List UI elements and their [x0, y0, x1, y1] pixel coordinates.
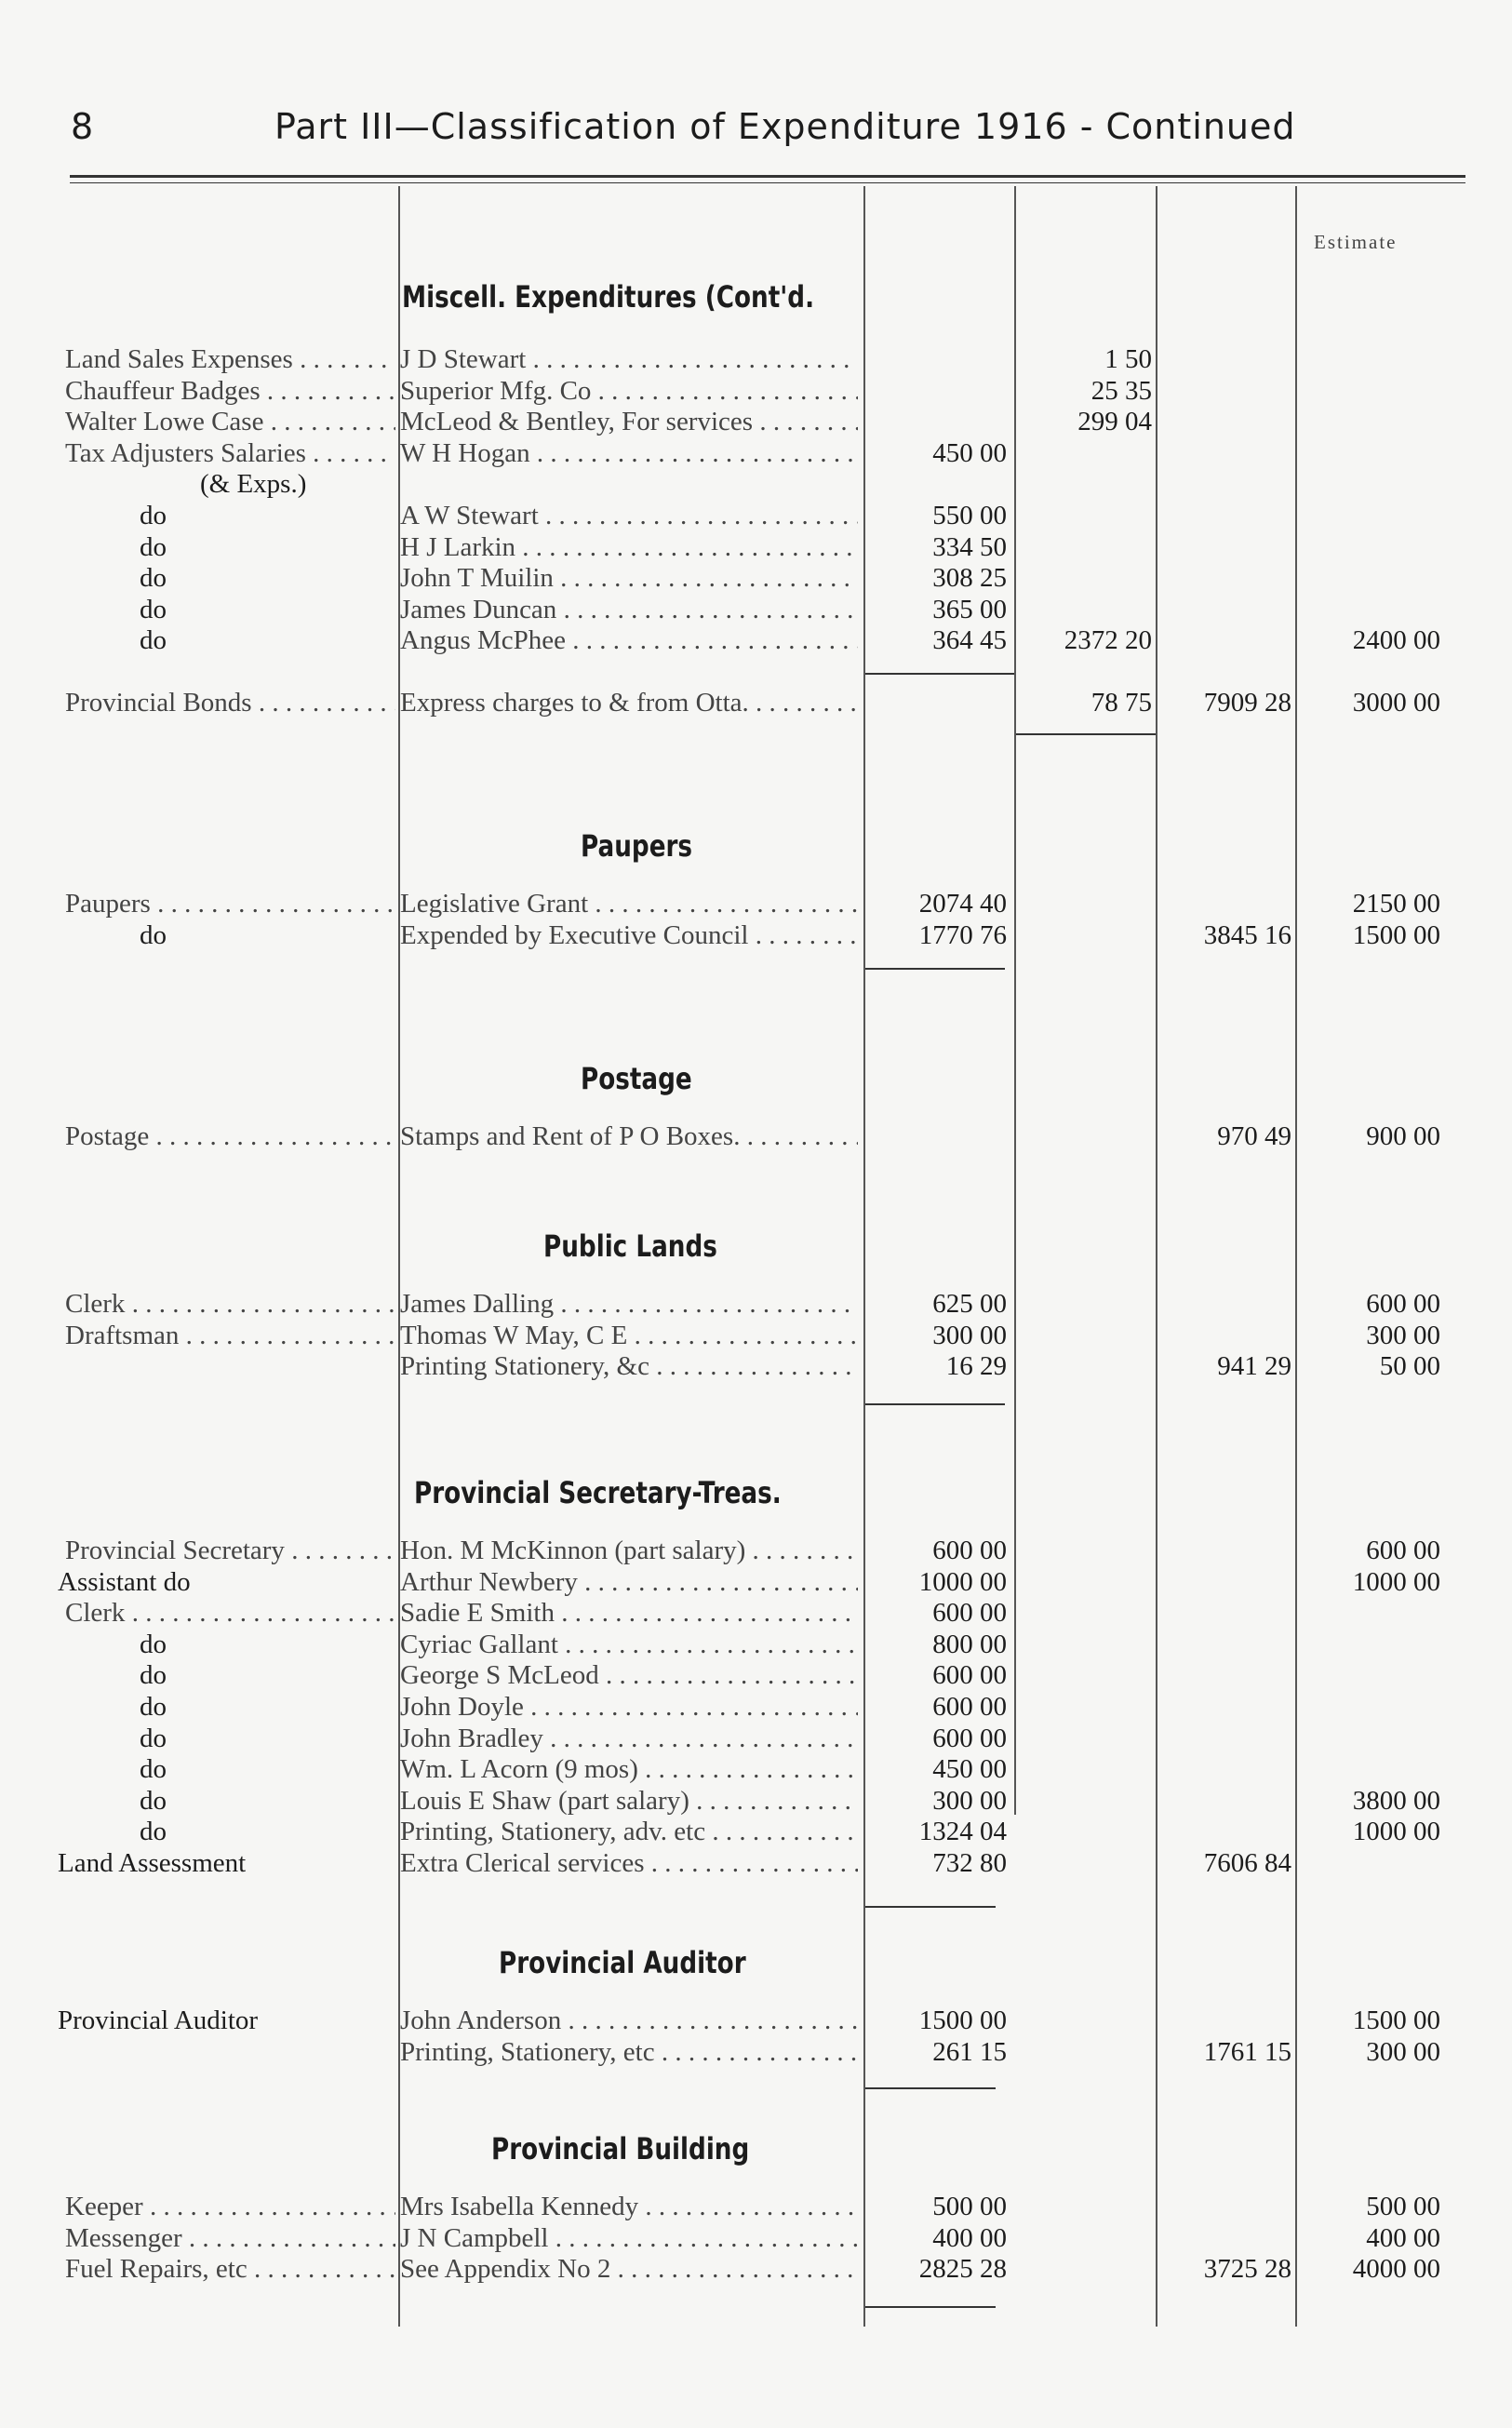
estimate-cell: 600 00 — [1366, 1289, 1440, 1319]
page-number: 8 — [71, 106, 94, 147]
row-payee: H J Larkin . . . — [400, 532, 858, 563]
row-item-label: do — [140, 1785, 167, 1816]
estimate-cell: 900 00 — [1366, 1121, 1440, 1151]
amount-cell: 364 45 — [932, 625, 1007, 656]
estimate-cell: 2400 00 — [1352, 625, 1440, 656]
row-payee: Expended by Executive Council . . . — [400, 920, 858, 951]
row-payee: Arthur Newbery . . . — [400, 1567, 858, 1598]
estimate-cell: 500 00 — [1366, 2192, 1440, 2221]
amount-cell: 299 04 — [1077, 407, 1152, 437]
row-item-label: do — [140, 919, 167, 950]
amount-cell: 400 00 — [932, 2222, 1007, 2253]
row-item-label: Fuel Repairs, etc . . . — [65, 2254, 395, 2285]
row-item-label: Assistant do — [58, 1566, 191, 1597]
row-item-label: do — [140, 625, 167, 656]
amount-cell: 2074 40 — [918, 889, 1007, 919]
total-cell: 970 49 — [1217, 1121, 1291, 1151]
row-item-label: Walter Lowe Case . . . — [65, 407, 395, 437]
row-payee: Hon. M McKinnon (part salary) . . . — [400, 1536, 858, 1566]
estimate-cell: 3800 00 — [1352, 1785, 1440, 1816]
row-item-label: do — [140, 1660, 167, 1691]
amount-cell: 800 00 — [932, 1629, 1007, 1659]
row-item-label: Land Sales Expenses . . . — [65, 344, 395, 375]
section-heading: Provincial Auditor — [499, 1945, 746, 1980]
row-item-label: Tax Adjusters Salaries . . . — [65, 438, 395, 469]
amount-cell: 334 50 — [932, 531, 1007, 562]
amount-cell: 732 80 — [932, 1848, 1007, 1878]
estimate-cell: 4000 00 — [1352, 2254, 1440, 2285]
estimate-cell: 1500 00 — [1352, 2005, 1440, 2035]
subtotal-rule — [865, 673, 1014, 675]
amount-cell: 300 00 — [932, 1320, 1007, 1350]
estimate-cell: 1000 00 — [1352, 1566, 1440, 1597]
row-item-label: do — [140, 501, 167, 530]
amount-cell: 308 25 — [932, 563, 1007, 594]
estimate-cell: 1000 00 — [1352, 1817, 1440, 1847]
header-rule-thin — [70, 182, 1465, 183]
estimate-cell: 300 00 — [1366, 2036, 1440, 2067]
amount-cell: 1500 00 — [918, 2005, 1007, 2035]
amount-cell: 600 00 — [932, 1723, 1007, 1753]
total-cell: 941 29 — [1217, 1351, 1291, 1382]
row-item-label: do — [140, 1692, 167, 1722]
row-payee: John T Muilin . . . — [400, 563, 858, 594]
row-item-label: do — [140, 1817, 167, 1847]
amount-cell: 1770 76 — [918, 919, 1007, 950]
estimate-cell: 400 00 — [1366, 2222, 1440, 2253]
amount-cell: 16 29 — [945, 1351, 1007, 1382]
total-cell: 3725 28 — [1203, 2254, 1291, 2285]
row-payee: John Doyle . . . — [400, 1692, 858, 1723]
section-heading: Miscell. Expenditures (Cont'd. — [402, 279, 815, 315]
row-payee: J D Stewart . . . — [400, 344, 858, 375]
amount-cell: 261 15 — [932, 2036, 1007, 2067]
amount-cell: 2825 28 — [918, 2254, 1007, 2285]
amount-cell: 78 75 — [1091, 688, 1152, 718]
total-cell: 7909 28 — [1203, 688, 1291, 718]
row-payee: J N Campbell . . . — [400, 2223, 858, 2254]
column-rule — [863, 186, 865, 2327]
amount-cell: 600 00 — [932, 1692, 1007, 1722]
row-payee: A W Stewart . . . — [400, 501, 858, 531]
row-payee: James Dalling . . . — [400, 1289, 858, 1320]
row-item-label: Provincial Auditor — [58, 2005, 259, 2035]
amount-cell: 550 00 — [932, 501, 1007, 530]
row-item-label: Postage . . . — [65, 1121, 395, 1152]
subtotal-rule — [865, 2087, 996, 2089]
row-item-label: do — [140, 1629, 167, 1659]
row-item-label: Land Assessment — [58, 1848, 247, 1878]
amount-cell: 600 00 — [932, 1536, 1007, 1565]
row-payee: George S McLeod . . . — [400, 1660, 858, 1691]
amount-cell: 450 00 — [932, 437, 1007, 468]
row-item-label: do — [140, 1723, 167, 1753]
row-payee: John Bradley . . . — [400, 1724, 858, 1754]
section-heading: Postage — [581, 1061, 692, 1096]
total-cell: 3845 16 — [1203, 919, 1291, 950]
row-item-label: Provincial Bonds . . . — [65, 688, 395, 718]
page-title: Part III—Classification of Expenditure 1916 - Continued — [274, 106, 1296, 147]
section-heading: Provincial Building — [491, 2131, 750, 2166]
row-payee: Louis E Shaw (part salary) . . . — [400, 1786, 858, 1817]
row-payee: See Appendix No 2 . . . — [400, 2254, 858, 2285]
row-item-label: do — [140, 563, 167, 594]
estimate-cell: 1500 00 — [1352, 919, 1440, 950]
row-payee: James Duncan . . . — [400, 595, 858, 625]
amount-cell: 600 00 — [932, 1598, 1007, 1629]
row-item-label: (& Exps.) — [200, 469, 307, 500]
subtotal-rule — [1016, 733, 1156, 735]
row-payee: Mrs Isabella Kennedy . . . — [400, 2192, 858, 2222]
amount-cell: 450 00 — [932, 1754, 1007, 1785]
row-item-label: Chauffeur Badges . . . — [65, 376, 395, 407]
header-rule — [70, 175, 1465, 178]
row-payee: Express charges to & from Otta. . . . — [400, 688, 858, 718]
total-cell: 7606 84 — [1203, 1848, 1291, 1878]
row-item-label: do — [140, 1754, 167, 1785]
subtotal-rule — [865, 1403, 1005, 1405]
row-item-label: Provincial Secretary . . . — [65, 1536, 395, 1566]
row-item-label: Paupers . . . — [65, 889, 395, 919]
estimate-cell: 300 00 — [1366, 1320, 1440, 1350]
subtotal-rule — [865, 968, 1005, 970]
estimate-column-label: Estimate — [1314, 231, 1398, 253]
estimate-cell: 50 00 — [1379, 1351, 1440, 1382]
row-payee: Thomas W May, C E . . . — [400, 1321, 858, 1351]
amount-cell: 300 00 — [932, 1785, 1007, 1816]
row-item-label: Keeper . . . — [65, 2192, 395, 2222]
row-payee: Angus McPhee . . . — [400, 625, 858, 656]
row-item-label: Clerk . . . — [65, 1289, 395, 1320]
column-rule — [1014, 186, 1016, 1815]
amount-cell: 2372 20 — [1064, 625, 1152, 656]
estimate-cell: 600 00 — [1366, 1536, 1440, 1565]
section-heading: Provincial Secretary-Treas. — [414, 1475, 782, 1510]
row-payee: Stamps and Rent of P O Boxes. . . . — [400, 1121, 858, 1152]
row-payee: W H Hogan . . . — [400, 438, 858, 469]
row-item-label: Draftsman . . . — [65, 1321, 395, 1351]
column-rule — [1295, 186, 1297, 2327]
column-rule — [1156, 186, 1157, 2327]
row-payee: Printing, Stationery, adv. etc . . . — [400, 1817, 858, 1847]
section-heading: Paupers — [581, 828, 693, 864]
subtotal-rule — [865, 1906, 996, 1908]
amount-cell: 625 00 — [932, 1289, 1007, 1319]
page-header — [65, 101, 1479, 156]
section-heading: Public Lands — [543, 1228, 717, 1264]
row-payee: Cyriac Gallant . . . — [400, 1630, 858, 1660]
row-payee: Legislative Grant . . . — [400, 889, 858, 919]
amount-cell: 600 00 — [932, 1660, 1007, 1691]
row-payee: Printing Stationery, &c . . . — [400, 1351, 858, 1382]
amount-cell: 25 35 — [1091, 375, 1152, 406]
total-cell: 1761 15 — [1203, 2036, 1291, 2067]
row-item-label: do — [140, 594, 167, 624]
subtotal-rule — [865, 2306, 996, 2308]
row-item-label: do — [140, 531, 167, 562]
estimate-cell: 3000 00 — [1352, 688, 1440, 718]
amount-cell: 365 00 — [932, 594, 1007, 624]
row-item-label: Clerk . . . — [65, 1598, 395, 1629]
amount-cell: 1000 00 — [918, 1566, 1007, 1597]
estimate-cell: 2150 00 — [1352, 889, 1440, 919]
amount-cell: 1324 04 — [918, 1817, 1007, 1847]
amount-cell: 500 00 — [932, 2192, 1007, 2221]
row-payee: Wm. L Acorn (9 mos) . . . — [400, 1754, 858, 1785]
row-payee: Superior Mfg. Co . . . — [400, 376, 858, 407]
row-payee: Extra Clerical services . . . — [400, 1848, 858, 1879]
row-payee: John Anderson . . . — [400, 2005, 858, 2036]
row-item-label: Messenger . . . — [65, 2223, 395, 2254]
row-payee: Sadie E Smith . . . — [400, 1598, 858, 1629]
row-payee: Printing, Stationery, etc . . . — [400, 2037, 858, 2068]
amount-cell: 1 50 — [1104, 344, 1152, 374]
row-payee: McLeod & Bentley, For services . . . — [400, 407, 858, 437]
